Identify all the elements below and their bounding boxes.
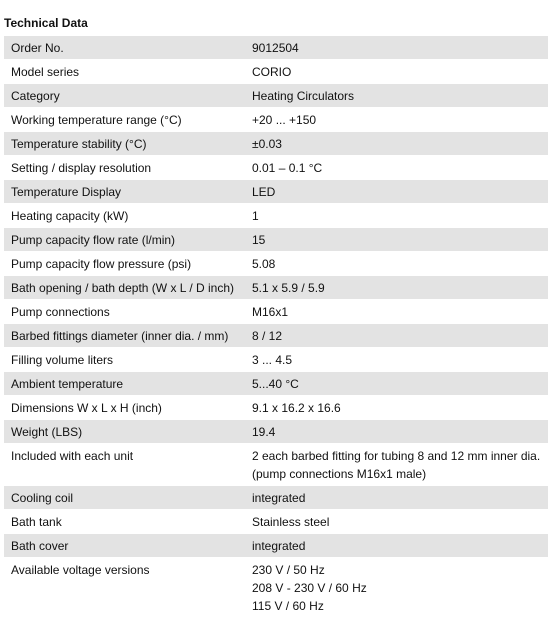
spec-label: Temperature Display: [4, 180, 248, 204]
table-row: [4, 510, 548, 534]
spec-value-line: 2 each barbed fitting for tubing 8 and 12 mm inner dia.: [252, 449, 541, 463]
spec-value-line: 15: [252, 233, 266, 247]
spec-label: Dimensions W x L x H (inch): [4, 396, 248, 420]
table-row: [4, 420, 548, 444]
table-row: [4, 372, 548, 396]
spec-value: [248, 396, 548, 420]
spec-value-line: 208 V - 230 V / 60 Hz: [252, 581, 367, 595]
spec-value: [248, 156, 548, 180]
spec-label: Setting / display resolution: [4, 156, 248, 180]
spec-value: [248, 444, 548, 486]
spec-value-line: 115 V / 60 Hz: [252, 599, 324, 613]
spec-label: Model series: [4, 60, 248, 84]
table-row: [4, 276, 548, 300]
table-row: [4, 300, 548, 324]
spec-value-line: 9.1 x 16.2 x 16.6: [252, 401, 341, 415]
spec-value-line: integrated: [252, 539, 306, 553]
spec-value: [248, 348, 548, 372]
spec-value: [248, 108, 548, 132]
spec-value: [248, 324, 548, 348]
section-heading: Technical Data: [4, 16, 88, 30]
table-row: [4, 108, 548, 132]
spec-value: [248, 276, 548, 300]
table-row: [4, 228, 548, 252]
spec-label: Pump capacity flow rate (l/min): [4, 228, 248, 252]
spec-value-line: integrated: [252, 491, 306, 505]
technical-data-table: [4, 36, 548, 618]
spec-label: Bath tank: [4, 510, 248, 534]
spec-label: Pump connections: [4, 300, 248, 324]
spec-label: Cooling coil: [4, 486, 248, 510]
spec-value: [248, 204, 548, 228]
table-row: [4, 180, 548, 204]
spec-value-line: +20 ... +150: [252, 113, 317, 127]
spec-value-line: LED: [252, 185, 276, 199]
spec-label: Bath cover: [4, 534, 248, 558]
spec-value-line: Stainless steel: [252, 515, 330, 529]
spec-value: [248, 486, 548, 510]
table-row: [4, 444, 548, 486]
table-row: [4, 132, 548, 156]
table-row: [4, 84, 548, 108]
spec-value: [248, 60, 548, 84]
table-row: [4, 324, 548, 348]
spec-value-line: 5.08: [252, 257, 276, 271]
spec-label: Order No.: [4, 36, 248, 60]
spec-value-line: 1: [252, 209, 259, 223]
spec-value-line: 5...40 °C: [252, 377, 299, 391]
table-row: [4, 204, 548, 228]
table-row: [4, 60, 548, 84]
spec-label: Pump capacity flow pressure (psi): [4, 252, 248, 276]
spec-label: Working temperature range (°C): [4, 108, 248, 132]
spec-label: Temperature stability (°C): [4, 132, 248, 156]
table-row: [4, 36, 548, 60]
spec-value: [248, 300, 548, 324]
spec-label: Included with each unit: [4, 444, 248, 486]
table-row: [4, 396, 548, 420]
spec-value: [248, 36, 548, 60]
spec-value-line: M16x1: [252, 305, 289, 319]
spec-value: [248, 132, 548, 156]
spec-label: Available voltage versions: [4, 558, 248, 618]
spec-value-line: (pump connections M16x1 male): [252, 467, 427, 481]
spec-label: Barbed fittings diameter (inner dia. / mm): [4, 324, 248, 348]
spec-value: [248, 534, 548, 558]
spec-value: [248, 228, 548, 252]
spec-label: Heating capacity (kW): [4, 204, 248, 228]
spec-label: Ambient temperature: [4, 372, 248, 396]
table-row: [4, 558, 548, 618]
spec-value-line: 230 V / 50 Hz: [252, 563, 325, 577]
spec-value-line: 19.4: [252, 425, 276, 439]
spec-label: Bath opening / bath depth (W x L / D inch): [4, 276, 248, 300]
table-row: [4, 252, 548, 276]
spec-value: [248, 84, 548, 108]
table-row: [4, 486, 548, 510]
spec-value-line: 5.1 x 5.9 / 5.9: [252, 281, 325, 295]
spec-value-line: ±0.03: [252, 137, 282, 151]
spec-value: [248, 252, 548, 276]
spec-label: Weight (LBS): [4, 420, 248, 444]
spec-value-line: 9012504: [252, 41, 299, 55]
table-row: [4, 534, 548, 558]
spec-value-line: 8 / 12: [252, 329, 283, 343]
table-row: [4, 348, 548, 372]
spec-value-line: CORIO: [252, 65, 292, 79]
spec-value: [248, 180, 548, 204]
spec-value-line: Heating Circulators: [252, 89, 355, 103]
spec-label: Filling volume liters: [4, 348, 248, 372]
table-row: [4, 156, 548, 180]
spec-label: Category: [4, 84, 248, 108]
spec-value: [248, 420, 548, 444]
spec-value: [248, 372, 548, 396]
spec-value: [248, 510, 548, 534]
technical-data-table-body: [4, 36, 548, 618]
spec-value-line: 0.01 – 0.1 °C: [252, 161, 323, 175]
spec-value: [248, 558, 548, 618]
spec-value-line: 3 ... 4.5: [252, 353, 293, 367]
